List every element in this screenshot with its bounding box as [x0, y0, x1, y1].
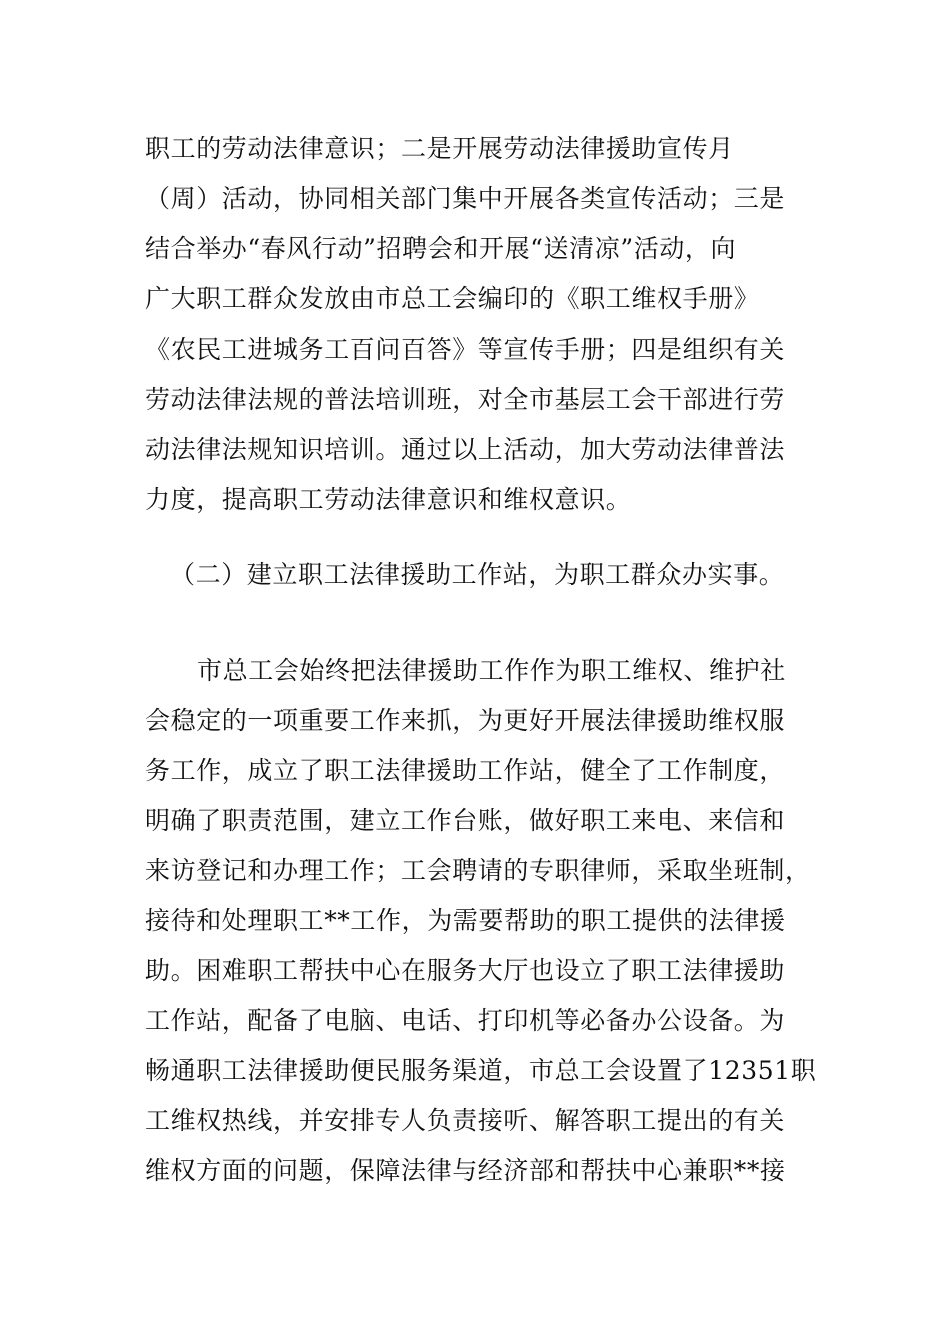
paragraph-line: 接待和处理职工**工作，为需要帮助的职工提供的法律援 — [145, 906, 786, 935]
paragraph-line: （周）活动，协同相关部门集中开展各类宣传活动；三是 — [145, 184, 786, 213]
paragraph-line: 力度，提高职工劳动法律意识和维权意识。 — [145, 485, 632, 514]
paragraph-line: 来访登记和办理工作；工会聘请的专职律师，采取坐班制， — [145, 856, 811, 885]
paragraph-line: 助。困难职工帮扶中心在服务大厅也设立了职工法律援助 — [145, 956, 786, 985]
paragraph-line: 工维权热线，并安排专人负责接听、解答职工提出的有关 — [145, 1106, 786, 1135]
paragraph-line: 职工的劳动法律意识；二是开展劳动法律援助宣传月 — [145, 134, 734, 163]
paragraph-line: 工作站，配备了电脑、电话、打印机等必备办公设备。为 — [145, 1006, 786, 1035]
paragraph-line: 结合举办“春风行动”招聘会和开展“送清凉”活动，向 — [145, 234, 737, 263]
paragraph-line: 明确了职责范围，建立工作台账，做好职工来电、来信和 — [145, 806, 786, 835]
paragraph-line: 《农民工进城务工百问百答》等宣传手册；四是组织有关 — [145, 335, 786, 364]
paragraph-line: 务工作，成立了职工法律援助工作站，健全了工作制度， — [145, 756, 786, 785]
paragraph-line: 市总工会始终把法律援助工作作为职工维权、维护社 — [197, 656, 786, 685]
paragraph-line: 维权方面的问题，保障法律与经济部和帮扶中心兼职**接 — [145, 1156, 786, 1185]
paragraph-line: 畅通职工法律援助便民服务渠道，市总工会设置了12351职 — [145, 1056, 817, 1085]
paragraph-line: 劳动法律法规的普法培训班，对全市基层工会干部进行劳 — [145, 385, 786, 414]
paragraph-line: 动法律法规知识培训。通过以上活动，加大劳动法律普法 — [145, 435, 786, 464]
section-heading: （二）建立职工法律援助工作站，为职工群众办实事。 — [170, 560, 785, 589]
paragraph-line: 广大职工群众发放由市总工会编印的《职工维权手册》 — [145, 284, 760, 313]
paragraph-line: 会稳定的一项重要工作来抓，为更好开展法律援助维权服 — [145, 706, 786, 735]
